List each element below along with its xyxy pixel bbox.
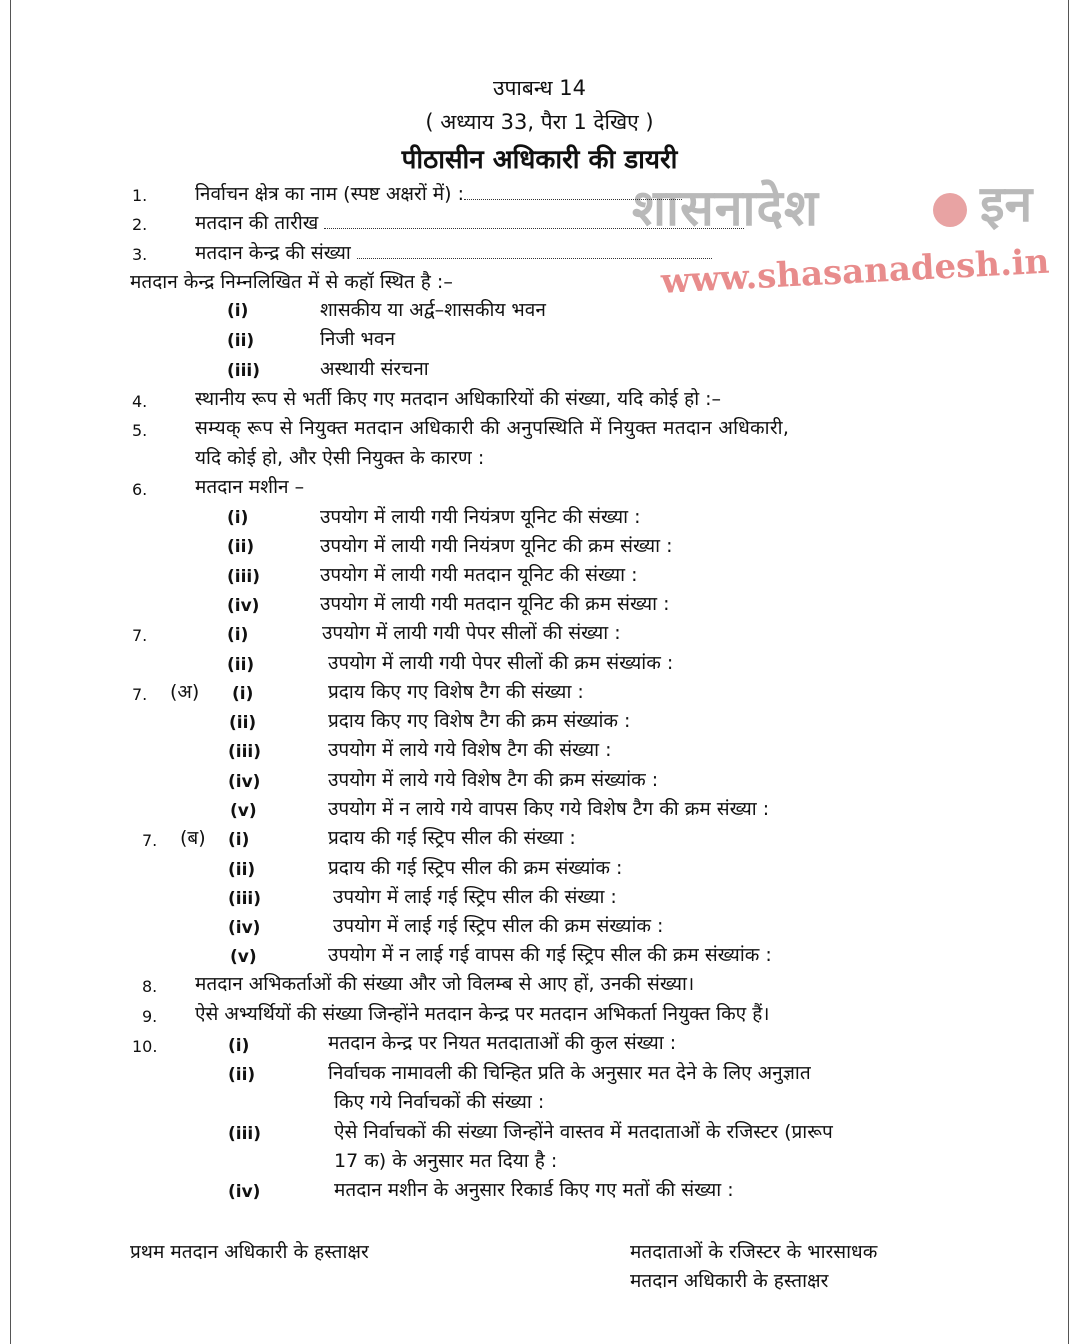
sub-item-label: उपयोग में लाये गये विशेष टैग की क्रम संख्यांक : [328, 769, 659, 791]
fill-in-line [464, 183, 682, 200]
item-1-text [195, 180, 682, 208]
roman-numeral: (iii) [227, 567, 261, 587]
sub-item-label: उपयोग में न लाई गई वापस की गई स्ट्रिप सील की क्रम संख्यांक : [328, 944, 772, 966]
chapter-reference: ( अध्याय 33, पैरा 1 देखिए ) [425, 110, 654, 134]
item-label: मतदान की तारीख [195, 212, 319, 234]
roman-numeral: (ii) [228, 1065, 256, 1085]
sub-item-label: प्रदाय किए गए विशेष टैग की संख्या : [328, 681, 584, 703]
item-label: मतदान अभिकर्ताओं की संख्या और जो विलम्ब से आए हों, उनकी संख्या। [195, 973, 695, 995]
item-number: 7. [142, 831, 158, 850]
roman-numeral: (v) [230, 801, 257, 821]
document-title: पीठासीन अधिकारी की डायरी [401, 145, 678, 175]
roman-numeral: (i) [227, 301, 249, 321]
item-label: सम्यक् रूप से नियुक्त मतदान अधिकारी की अनुपस्थिति में नियुक्त मतदान अधिकारी, [195, 417, 790, 439]
roman-numeral: (ii) [228, 860, 256, 880]
location-option: अस्थायी संरचना [320, 358, 429, 380]
item-number: 7. [132, 626, 148, 645]
item-number: 4. [132, 392, 148, 411]
sub-item-label: उपयोग में लाई गई स्ट्रिप सील की संख्या : [333, 886, 617, 908]
sub-item-label: उपयोग में लाई गई स्ट्रिप सील की क्रम संख्यांक : [333, 915, 664, 937]
sub-item-label: उपयोग में लायी गयी नियंत्रण यूनिट की संख्या : [320, 506, 641, 528]
roman-numeral: (ii) [227, 655, 255, 675]
sub-item-label: मतदान मशीन के अनुसार रिकार्ड किए गए मतों की संख्या : [334, 1179, 734, 1201]
sub-item-label: उपयोग में लायी गयी मतदान यूनिट की संख्या : [320, 564, 638, 586]
sub-item-label: उपयोग में लायी गयी नियंत्रण यूनिट की क्रम संख्या : [320, 535, 673, 557]
sub-item-label: ऐसे निर्वाचकों की संख्या जिन्होंने वास्तव में मतदाताओं के रजिस्टर (प्रारूप [334, 1121, 833, 1143]
sub-item-label-continued: 17 क) के अनुसार मत दिया है : [334, 1150, 558, 1172]
sub-section-label: (ब) [180, 827, 206, 849]
item-2-text [195, 209, 744, 237]
item-number: 3. [132, 245, 148, 264]
roman-numeral: (i) [227, 625, 249, 645]
roman-numeral: (iii) [228, 1124, 262, 1144]
watermark-hindi-text: शासनादेश [632, 179, 819, 237]
right-border-line [1068, 0, 1069, 1344]
roman-numeral: (i) [228, 830, 250, 850]
item-label: मतदान केन्द्र की संख्या [195, 242, 351, 264]
location-option: शासकीय या अर्द्व–शासकीय भवन [320, 299, 546, 321]
item-label: ऐसे अभ्यर्थियों की संख्या जिन्होंने मतदान केन्द्र पर मतदान अभिकर्ता नियुक्त किए हैं। [195, 1003, 770, 1025]
roman-numeral: (iii) [228, 889, 262, 909]
roman-numeral: (v) [230, 947, 257, 967]
roman-numeral: (i) [227, 508, 249, 528]
sub-item-label: उपयोग में लायी गयी पेपर सीलों की संख्या : [322, 622, 621, 644]
roman-numeral: (iii) [228, 742, 262, 762]
item-number: 6. [132, 480, 148, 499]
roman-numeral: (i) [232, 684, 254, 704]
sub-item-label: प्रदाय की गई स्ट्रिप सील की क्रम संख्यांक : [328, 857, 623, 879]
item-number: 2. [132, 215, 148, 234]
item-number: 8. [142, 977, 158, 996]
item-number: 10. [132, 1037, 158, 1056]
fill-in-line [357, 242, 712, 259]
item-label: मतदान मशीन – [195, 476, 305, 498]
sub-item-label: मतदान केन्द्र पर नियत मतदाताओं की कुल संख्या : [328, 1032, 677, 1054]
roman-numeral: (iv) [228, 918, 261, 938]
item-label: निर्वाचन क्षेत्र का नाम (स्पष्ट अक्षरों में) : [195, 183, 464, 205]
item-label-continued: यदि कोई हो, और ऐसी नियुक्त के कारण : [195, 447, 485, 469]
watermark-hindi-text-2: इन [980, 175, 1033, 233]
item-number: 1. [132, 186, 148, 205]
register-officer-signature-label: मतदाताओं के रजिस्टर के भारसाधक [630, 1241, 878, 1263]
roman-numeral: (iv) [228, 1182, 261, 1202]
roman-numeral: (ii) [227, 331, 255, 351]
sub-item-label: उपयोग में लाये गये विशेष टैग की संख्या : [328, 739, 612, 761]
sub-item-label: उपयोग में लायी गयी पेपर सीलों की क्रम संख्यांक : [328, 652, 674, 674]
first-polling-officer-signature-label: प्रथम मतदान अधिकारी के हस्ताक्षर [130, 1241, 369, 1263]
roman-numeral: (i) [228, 1036, 250, 1056]
roman-numeral: (ii) [227, 537, 255, 557]
left-border-line [10, 0, 11, 1344]
roman-numeral: (ii) [229, 713, 257, 733]
item-label: स्थानीय रूप से भर्ती किए गए मतदान अधिकारियों की संख्या, यदि कोई हो :– [195, 388, 722, 410]
item-number: 9. [142, 1007, 158, 1026]
fill-in-line [324, 212, 744, 229]
item-3-text [195, 239, 712, 267]
sub-item-label: उपयोग में न लाये गये वापस किए गये विशेष टैग की क्रम संख्या : [328, 798, 770, 820]
annex-heading: उपाबन्ध 14 [493, 76, 586, 100]
location-question: मतदान केन्द्र निम्नलिखित में से कहॉ स्थित है :– [130, 271, 453, 293]
sub-item-label: उपयोग में लायी गयी मतदान यूनिट की क्रम संख्या : [320, 593, 670, 615]
sub-item-label: प्रदाय की गई स्ट्रिप सील की संख्या : [328, 827, 576, 849]
roman-numeral: (iv) [228, 772, 261, 792]
sub-section-label: (अ) [170, 681, 200, 703]
location-option: निजी भवन [320, 328, 395, 350]
item-number: 7. [132, 685, 148, 704]
item-number: 5. [132, 421, 148, 440]
watermark-dot-icon [933, 193, 967, 227]
roman-numeral: (iii) [227, 361, 261, 381]
register-officer-signature-label-2: मतदान अधिकारी के हस्ताक्षर [630, 1270, 829, 1292]
sub-item-label: प्रदाय किए गए विशेष टैग की क्रम संख्यांक : [328, 710, 631, 732]
roman-numeral: (iv) [227, 596, 260, 616]
sub-item-label-continued: किए गये निर्वाचकों की संख्या : [334, 1091, 545, 1113]
sub-item-label: निर्वाचक नामावली की चिन्हित प्रति के अनुसार मत देने के लिए अनुज्ञात [328, 1062, 811, 1084]
watermark-url: www.shasanadesh.in [660, 241, 1051, 302]
